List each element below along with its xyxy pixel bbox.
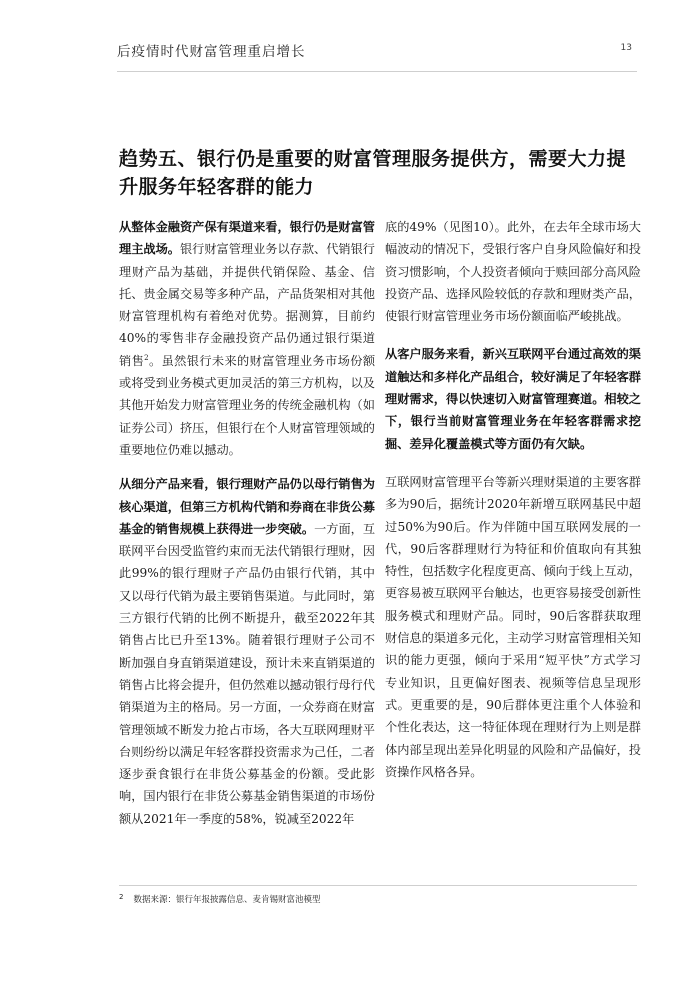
footnote-text: 数据来源：银行年报披露信息、麦肯锡财富池模型 [133,895,321,905]
paragraph-product-segments [119,473,375,830]
footnote-mark: 2 [119,893,124,901]
left-column [119,216,375,830]
section-title: 趋势五、银行仍是重要的财富管理服务提供方，需要大力提升服务年轻客群的能力 [119,148,627,198]
header-divider [117,71,637,72]
paragraph-lead: 从细分产品来看，银行理财产品仍以母行销售为核心渠道，但第三方机构代销和券商在非货公募基金的销售规模上获得进一步突破。 [119,477,375,536]
footnote-divider [119,885,637,886]
right-column [385,216,641,783]
paragraph-lead: 从整体金融资产保有渠道来看，银行仍是财富管理主战场。 [119,220,375,257]
paragraph-body: 银行财富管理业务以存款、代销银行理财产品为基础，并提供代销保险、基金、信托、贵金属交易等多种产品，产品货架相对其他财富管理机构有着绝对优势。据测算，目前约40%的零售非存金融投资产品仍通过银行渠道销售 [119,242,375,368]
paragraph-body-tail: 。虽然银行未来的财富管理业务市场份额或将受到业务模式更加灵活的第三方机构，以及其他开始发力财富管理业务的传统金融机构（如证券公司）挤压，但银行在个人财富管理领域的重要地位仍难以撼动。 [119,353,376,457]
page-number: 13 [620,43,632,53]
paragraph-banking-channel [119,216,375,461]
paragraph-continued: 底的49%（见图10）。此外，在去年全球市场大幅波动的情况下，受银行客户自身风险偏好和投资习惯影响，个人投资者倾向于赎回部分高风险投资产品、选择风险较低的存款和理财类产品，使银行财富管理业务市场份额面临严峻挑战。 [385,220,641,324]
paragraph-young-clients: 互联网财富管理平台等新兴理财渠道的主要客群多为90后，据统计2020年新增互联网基民中超过50%为90后。作为伴随中国互联网发展的一代，90后客群理财行为特征和价值取向有其独特性，包括数字化程度更高、倾向于线上互动，更容易被互联网平台触达，也更容易接受创新性服务模式和理财产品。同时，90后客群获取理财信息的渠道多元化，主动学习财富管理相关知识的能力更强，倾向于采用“短平快”方式学习专业知识，且更偏好图表、视频等信息呈现形式。更重要的是，90后群体更注重个人体验和个性化表达，这一特征体现在理财行为上则是群体内部呈现出差异化明显的风险和产品偏好，投资操作风格各异。 [385,474,641,779]
running-title: 后疫情时代财富管理重启增长 [117,44,306,60]
paragraph-customer-service-highlight: 从客户服务来看，新兴互联网平台通过高效的渠道触达和多样化产品组合，较好满足了年轻客群理财需求，得以快速切入财富管理赛道。相较之下，银行当前财富管理业务在年轻客群需求挖掘、差异化覆盖模式等方面仍有欠缺。 [385,347,641,451]
page-header [117,40,637,64]
footnote-ref[interactable]: 2 [144,353,149,362]
footnote [119,893,320,905]
paragraph-body: 一方面，互联网平台因受监管约束而无法代销银行理财，因此99%的银行理财子产品仍由银行代销，其中又以母行代销为最主要销售渠道。与此同时，第三方银行代销的比例不断提升，截至2022年其销售占比已升至13%。随着银行理财子公司不断加强自身直销渠道建设，预计未来直销渠道的销售占比将会提升，但仍然难以撼动银行母行代销渠道为主的格局。另一方面，一众券商在财富管理领域不断发力抢占市场，各大互联网理财平台则纷纷以满足年轻客群投资需求为己任，二者逐步蚕食银行在非货公募基金的份额。受此影响，国内银行在非货公募基金销售渠道的市场份额从2021年一季度的58%，锐减至2022年 [119,521,376,826]
